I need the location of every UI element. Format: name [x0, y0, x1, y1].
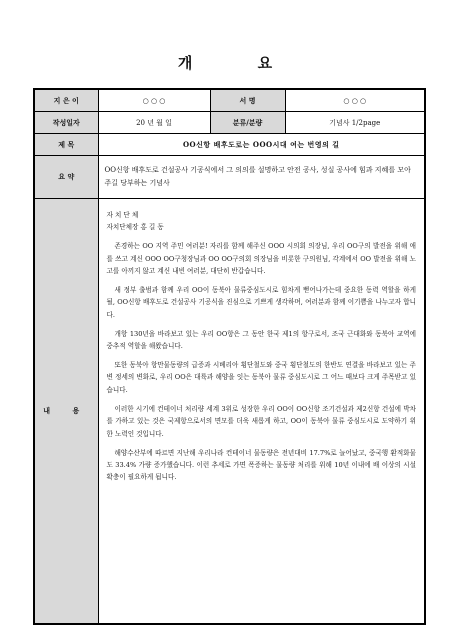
- paragraph: 또한 동북아 항만물동량의 급증과 시베리아 횡단철도와 중국 횡단철도의 한반도 연결을 바라보고 있는 주변 정세의 변화로, 우리 OO은 대륙과 해양을 잇는 동북아 물류 중심도시로 그 어느 때보다 크게 주목받고 있습니다.: [106, 361, 416, 394]
- paragraph: 이러한 시기에 컨테이너 처리량 세계 3위로 성장한 우리 OO이 OO신항 조기건설과 제2신항 건설에 박차를 가하고 있는 것은 국제항으로서의 면모를 더욱 새롭게 하고, OO이 동북아 물류 중심도시로 도약하기 위한 노력인 것입니다.: [106, 404, 416, 438]
- content-label: 내 용: [34, 199, 98, 625]
- date-label: 작성일자: [34, 112, 98, 134]
- paragraph: 개항 130년을 바라보고 있는 우리 OO항은 그 동안 한국 제1의 항구로서, 조국 근대화와 동북아 교역에 중추적 역할을 해왔습니다.: [106, 329, 416, 351]
- summary-label: 요 약: [34, 156, 98, 199]
- speaker-label: 서 명: [210, 89, 285, 112]
- overview-form-table: [33, 88, 426, 625]
- speech-title: OO신항 배후도로는 OOO시대 여는 번영의 길: [98, 134, 425, 156]
- date-value: 20 년 월 일: [98, 112, 210, 134]
- author-label: 지 은 이: [34, 89, 98, 112]
- category-label: 분류/분량: [210, 112, 285, 134]
- paragraph: 존경하는 OO 지역 주민 여러분! 자리를 함께 해주신 OOO 시의회 의장님, 우리 OO구의 발전을 위해 애를 쓰고 계신 OOO OO구청장님과 OO OO구의회 의장님을 비롯한 구의원님, 각계에서 OO 발전을 위해 노고를 아끼지 않고 계신 내빈 여러분, 대단히 반갑습니다.: [106, 242, 416, 276]
- title-label: 제 목: [34, 134, 98, 156]
- category-value: 기념사 1/2page: [285, 112, 425, 134]
- page-title: 개 요: [177, 54, 303, 72]
- paragraph: 해양수산부에 따르면 지난해 우리나라 컨테이너 물동량은 전년대비 17.7%로 늘어났고, 중국행 환적화물도 33.4% 가량 증가했습니다. 이런 추세로 가면 폭증하는 물동량 처리를 위해 10년 이내에 배 이상의 시설 확충이 필요하게 됩니다.: [106, 448, 416, 482]
- org-line: 자 치 단 체: [106, 211, 139, 219]
- author-value: ○ ○ ○: [98, 89, 210, 112]
- signer-line: 자치단체장 홍 길 동: [106, 223, 164, 232]
- paragraph: 새 정부 출범과 함께 우리 OO이 동북아 물류중심도시로 힘차게 뻗어나가는데 중요한 동력 역할을 하게 될, OO신항 배후도로 건설공사 기공식을 진심으로 기쁘게 생각하며, 여러분과 함께 이기쁨을 나누고자 합니다.: [106, 286, 416, 319]
- summary-text: OO신항 배후도로 건설공사 기공식에서 그 의의를 설명하고 안전 공사, 성실 공사에 힘과 지혜를 모아 주길 당부하는 기념사: [98, 156, 425, 199]
- speaker-value: ○ ○ ○: [285, 89, 425, 112]
- speech-content: [98, 199, 425, 625]
